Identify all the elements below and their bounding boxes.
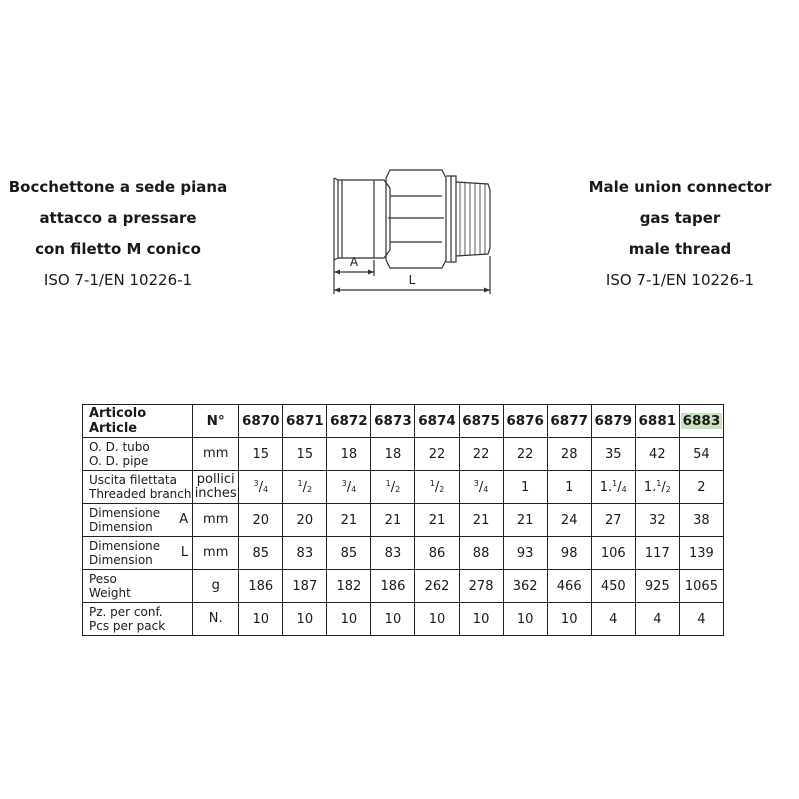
table-cell: 4 xyxy=(679,603,723,636)
english-title-line-2: gas taper xyxy=(639,209,721,227)
row-label: L Dimensione Dimension xyxy=(83,537,193,570)
table-cell: 22 xyxy=(415,438,459,471)
table-cell: 21 xyxy=(415,504,459,537)
italian-standard: ISO 7-1/EN 10226-1 xyxy=(43,271,193,289)
table-cell: 93 xyxy=(503,537,547,570)
table-cell: 22 xyxy=(503,438,547,471)
table-cell: 21 xyxy=(371,504,415,537)
table-cell: 362 xyxy=(503,570,547,603)
table-cell: 4 xyxy=(635,603,679,636)
table-row xyxy=(83,471,724,504)
row-unit: mm xyxy=(193,438,239,471)
spec-table xyxy=(82,404,724,636)
article-column-header: 6879 xyxy=(591,405,635,438)
table-cell: 42 xyxy=(635,438,679,471)
table-cell: 20 xyxy=(283,504,327,537)
table-cell: 1 xyxy=(547,471,591,504)
italian-title-block xyxy=(0,172,236,296)
table-cell: 32 xyxy=(635,504,679,537)
article-column-header: 6873 xyxy=(371,405,415,438)
table-cell: 10 xyxy=(459,603,503,636)
table-cell: 186 xyxy=(239,570,283,603)
table-cell: 4 xyxy=(591,603,635,636)
table-row xyxy=(83,504,724,537)
row-label: Uscita filettata Threaded branch xyxy=(83,471,193,504)
row-unit: mm xyxy=(193,504,239,537)
table-cell: 10 xyxy=(239,603,283,636)
article-column-header: 6874 xyxy=(415,405,459,438)
table-cell: 262 xyxy=(415,570,459,603)
table-cell: 83 xyxy=(371,537,415,570)
italian-title-line-3: con filetto M conico xyxy=(35,240,201,258)
dimension-tag: A xyxy=(179,512,189,527)
row-label: A Dimensione Dimension xyxy=(83,504,193,537)
table-cell: 2 xyxy=(679,471,723,504)
english-title-line-3: male thread xyxy=(628,240,732,258)
table-cell: 1 xyxy=(503,471,547,504)
table-cell: 28 xyxy=(547,438,591,471)
table-cell: $^3/_4$ xyxy=(239,471,283,504)
table-cell: 27 xyxy=(591,504,635,537)
table-cell: $1.^1/_4$ xyxy=(591,471,635,504)
table-cell: 15 xyxy=(283,438,327,471)
table-cell: $^3/_4$ xyxy=(327,471,371,504)
table-cell: 15 xyxy=(239,438,283,471)
table-cell: 22 xyxy=(459,438,503,471)
row-unit: g xyxy=(193,570,239,603)
table-cell: 20 xyxy=(239,504,283,537)
table-cell: $^1/_2$ xyxy=(283,471,327,504)
article-number-unit: N° xyxy=(193,405,239,438)
table-cell: 450 xyxy=(591,570,635,603)
italian-title-line-1: Bocchettone a sede piana xyxy=(8,178,228,196)
table-header-row xyxy=(83,405,724,438)
row-unit: N. xyxy=(193,603,239,636)
article-column-header: 6876 xyxy=(503,405,547,438)
italian-title-line-2: attacco a pressare xyxy=(39,209,197,227)
table-cell: 278 xyxy=(459,570,503,603)
connector-drawing xyxy=(318,160,508,300)
table-cell: 10 xyxy=(503,603,547,636)
table-cell: 85 xyxy=(327,537,371,570)
table-cell: 117 xyxy=(635,537,679,570)
table-cell: 18 xyxy=(327,438,371,471)
table-cell: 98 xyxy=(547,537,591,570)
table-cell: 83 xyxy=(283,537,327,570)
table-cell: $^1/_2$ xyxy=(415,471,459,504)
dimension-tag: L xyxy=(180,545,189,560)
table-cell: 21 xyxy=(327,504,371,537)
article-column-header: 6872 xyxy=(327,405,371,438)
table-cell: 54 xyxy=(679,438,723,471)
table-cell: 88 xyxy=(459,537,503,570)
row-label: Peso Weight xyxy=(83,570,193,603)
table-cell: 10 xyxy=(371,603,415,636)
english-title-line-1: Male union connector xyxy=(588,178,772,196)
table-cell: 10 xyxy=(547,603,591,636)
article-column-header: 6881 xyxy=(635,405,679,438)
table-cell: $^3/_4$ xyxy=(459,471,503,504)
dimension-l-label: L xyxy=(408,273,416,287)
row-label: Pz. per conf. Pcs per pack xyxy=(83,603,193,636)
article-column-header: 6870 xyxy=(239,405,283,438)
table-cell: 86 xyxy=(415,537,459,570)
table-cell: 466 xyxy=(547,570,591,603)
table-row xyxy=(83,537,724,570)
table-cell: 187 xyxy=(283,570,327,603)
table-cell: 139 xyxy=(679,537,723,570)
table-cell: 35 xyxy=(591,438,635,471)
table-cell: 21 xyxy=(503,504,547,537)
table-cell: 106 xyxy=(591,537,635,570)
table-cell: $^1/_2$ xyxy=(371,471,415,504)
table-cell: 1065 xyxy=(679,570,723,603)
table-cell: 182 xyxy=(327,570,371,603)
table-cell: 38 xyxy=(679,504,723,537)
table-cell: $1.^1/_2$ xyxy=(635,471,679,504)
article-column-header: 6877 xyxy=(547,405,591,438)
table-row xyxy=(83,438,724,471)
dimension-a-label: A xyxy=(349,255,359,269)
table-cell: 10 xyxy=(415,603,459,636)
table-row xyxy=(83,603,724,636)
table-cell: 925 xyxy=(635,570,679,603)
article-label: Articolo Article xyxy=(83,405,193,438)
row-unit: pollici inches xyxy=(193,471,239,504)
article-column-header: 6871 xyxy=(283,405,327,438)
table-cell: 85 xyxy=(239,537,283,570)
row-label: O. D. tubo O. D. pipe xyxy=(83,438,193,471)
table-cell: 10 xyxy=(327,603,371,636)
article-column-header: 6883 xyxy=(679,405,723,438)
article-column-header: 6875 xyxy=(459,405,503,438)
table-cell: 186 xyxy=(371,570,415,603)
table-cell: 21 xyxy=(459,504,503,537)
table-cell: 24 xyxy=(547,504,591,537)
table-row xyxy=(83,570,724,603)
row-unit: mm xyxy=(193,537,239,570)
table-cell: 18 xyxy=(371,438,415,471)
english-title-block xyxy=(580,172,780,296)
english-standard: ISO 7-1/EN 10226-1 xyxy=(605,271,755,289)
table-cell: 10 xyxy=(283,603,327,636)
